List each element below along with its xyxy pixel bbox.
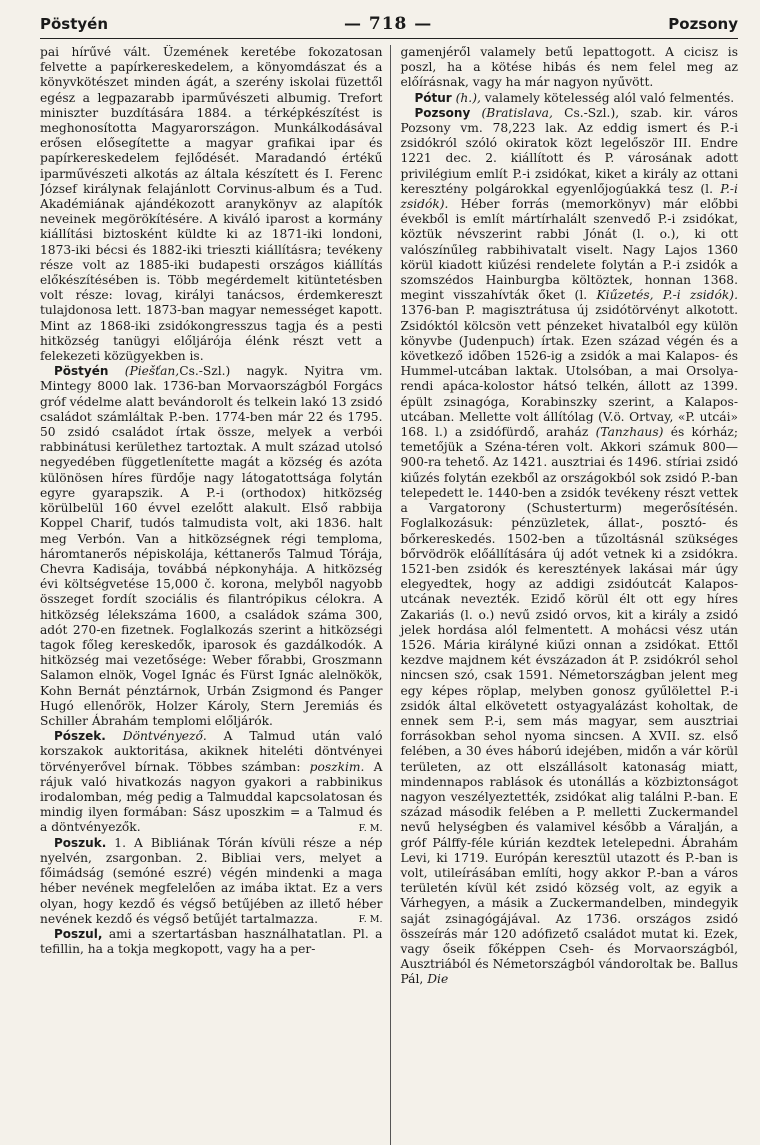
- alt-name: (Piešťan,: [124, 364, 180, 379]
- page-header: [40, 14, 738, 39]
- left-column: [40, 45, 391, 1145]
- continued-paragraph: pai hírűvé vált. Üzemének keretébe fokozatosan felvette a papírkereskedelem, a könyomdászat és a könyvkötészet minden ágát, a szerény iskolai füzettől egész a legpazarabb iparművészeti albumig. Trefort miniszter buzdítására 1884. a térképkészítést is meghonosította Magyarországon. Munkálkodásával erősen elősegítette a magyar grafikai ipar és papírkereskedelem fejlődését. Maradandó értékű iparművészeti alkotás az általa készített és I. Ferenc József királynak felajánlott Corvinus-album és a Tud. Akadémiának ajándékozott aranykönyv az alapítók neveinek megörökítésére. A kiváló iparost a kormány kiállítási biztosként küldte ki az 1871-iki londoni, 1873-iki bécsi és 1882-iki trieszti kiállításra; tevékeny része volt az 1885-iki budapesti országos kiállítás előkészítésében is. Több megérdemelt kitüntetésben volt része: lovag, királyi tanácsos, érdemkereszt tulajdonosa lett. 1873-ban magyar nemességet kapott. Mint az 1868-iki zsidókongresszus tagja és a pesti hitközség tanügyi előljárója élénk részt vett a felekezeti közügyekben is.: [40, 45, 383, 364]
- text-columns: [40, 45, 738, 1145]
- entry-text-2: Héber forrás (memorkönyv) már előbbi évekből is említ mártírhalált szenvedő P.-i zsidókat, köztük névszerint rabbi Jónát (l. o.), ki ott valószínűleg rabbihivatalt viselt. Nagy Lajos 1360 körül kiadott kiűzési rendelete folytán a P.-i zsidók a szomszédos Hainburgba költöztek, honnan 1368. megint visszahívták őket (l.: [400, 197, 738, 303]
- headword: Pószek.: [54, 729, 106, 744]
- alt-name: (Bratislava,: [481, 105, 553, 120]
- entry-potur: [400, 91, 738, 106]
- entry-text: ami a szertartásban használhatatlan. Pl. a tefillin, ha a tokja megkopott, vagy ha a per-: [40, 927, 383, 957]
- parenthetical-term: (Tanzhaus): [595, 425, 664, 440]
- running-head-right: Pozsony: [668, 15, 738, 33]
- entry-text: 1. A Bibliának Tórán kívüli része a nép nyelvén, zsargonban. 2. Bibliai vers, melyet a főimádság (semóné eszré) végén mindenki a maga héber nevének megfelelően az imába iktat. Ez a vers olyan, hogy kezdő és végső betűjében az illető héber nevének kezdő és végső betűjét tartalmazza.: [40, 835, 383, 926]
- entry-poszul: [40, 927, 382, 957]
- entry-text: Cs.-Szl.) nagyk. Nyitra vm. Mintegy 8000 lak. 1736-ban Morvaországból Forgács gróf védelme alatt bevándorolt és telkein lakó 13 zsidó családot számláltak P.-ben. 1774-ben már 22 és 1795. 50 zsidó családot írtak össze, melyek a verbói rabbinátusi kerülethez tartoztak. A mult század utolsó negyedében függetlenítette magát a község és azóta különösen híres fürdője nagy látogatottsága folytán egyre gyarapszik. A P.-i (orthodox) hitközség körülbelül 160 évvel ezelőtt alakult. Első rabbija Koppel Charif, tudós talmudista volt, aki 1836. halt meg Verbón. Van a hitközségnek régi temploma, háromtanerős népiskolája, kéttanerős Talmud Tórája, Chevra Kadisája, továbbá népkonyhája. A hitközség évi költségvetése 15,000 č. korona, melyből nagyobb összeget fordít szociális és filantrópikus célokra. A hitközség lélekszáma 1600, a családok száma 300, adót 270-en fizetnek. Foglalkozás szerint a hitközségi tagok főleg kereskedők, iparosok és gazdálkodók. A hitközség mai vezetősége: Weber főrabbi, Groszmann Salamon elnök, Vogel Ignác és Fürst Ignác alelnökök, Kohn Bernát pénztárnok, Urbán Zsigmond és Panger Hugó ellenőrök, Holzer Károly, Stern Jeremiás és Schiller Ábrahám templomi előljárók.: [40, 364, 383, 728]
- headword: Poszul,: [54, 927, 103, 942]
- running-head-left: Pöstyén: [40, 15, 109, 33]
- entry-postyen: [40, 364, 382, 729]
- right-column: [391, 45, 738, 1145]
- author-signature: F. M.: [358, 822, 383, 834]
- entry-text: Cs.-Szl.), szab. kir. város Pozsony vm. 78,223 lak. Az eddig ismert és P.-i zsidókról szóló okiratok közt legelőször III. Endre 1221 dec. 2. kiállított és P. városának adott privilégium említ P.-i zsidókat, kiket a király az ottani keresztény polgárokkal egyenlőjogúakká tesz (l.: [400, 105, 738, 196]
- cross-reference: Kiűzetés, P.-i zsidók).: [596, 288, 738, 303]
- entry-poszek: [40, 729, 382, 835]
- language-note: (h.),: [455, 90, 481, 105]
- headword: Pozsony: [414, 105, 471, 120]
- entry-text-3: 1376-ban P. magisztrátusa új zsidótörvényt alkotott. Zsidóktól kölcsön vett pénzeket hivatalból egy külön könyvbe (Judenpuch) írtak. Ezen század végén és a következő időben 1526-ig a zsidók a mai Kalapos- és Hummel-utcában laktak. Utolsóban, a mai Orsolya-rendi apáca-kolostor hátsó telkén, állott az 1399. épült zsinagóga, Korabinszky szerint, a Kalapos-utcában. Mellette volt állítólag (V.ö. Ortvay, «P. utcái» 168. l.) a zsidófürdő, araház: [400, 303, 738, 440]
- entry-text: A Talmud után való korszakok auktoritása, akiknek hiteléti döntvényei törvényerővel bírnak. Többes számban:: [40, 729, 383, 774]
- page-number: — 718 —: [343, 14, 433, 34]
- continued-paragraph: gamenjéről valamely betű lepattogott. A cicisz is poszl, ha a kötése hibás és nem felel meg az előírásnak, vagy ha már nagyon nyűvött.: [400, 45, 738, 90]
- title-fragment: Die: [427, 972, 449, 987]
- headword: Poszuk.: [54, 835, 107, 850]
- entry-text: valamely kötelesség alól való felmentés.: [484, 90, 735, 105]
- plural-term: poszkim.: [309, 759, 365, 774]
- author-signature: F. M.: [358, 913, 383, 925]
- gloss: Döntvényező.: [122, 729, 207, 744]
- headword: Pöstyén: [54, 364, 109, 379]
- entry-pozsony: [400, 106, 738, 988]
- cross-reference: P.-i zsidók).: [400, 181, 738, 212]
- entry-text-4: és kórház; temetőjük a Széna-téren volt. Akkori számuk 800—900-ra tehető. Az 1421. ausztriai és 1496. stíriai zsidó kiűzés folytán ezekből az országokból sok zsidó P.-ban telepedett le. 1440-ben a zsidók tevékeny részt vettek a Vargatorony (Schusterturm) megerősítésén. Foglalkozásuk: pénzüzletek, állat-, posztó- és bőrkereskedés. 1502-ben a tűzoltásnál szükséges bőrvödrök előállítására új adót vetnek ki a zsidókra. 1521-ben zsidók és keresztények lakásai már úgy elegyedtek, hogy az addigi zsidóutcát Kalapos-utcának nevezték. Ezidő körül élt ott egy híres Zakariás (l. o.) nevű zsidó orvos, kit a király a zsidó jelek hordása alól felmentett. A mohácsi vész után 1526. Mária királyné kiűzi onnan a zsidókat. Ettől kezdve majdnem két évszázadon át P. zsidókról sehol nincsen szó, csak 1591. Németországban jelent meg egy képes röplap, melyben gonosz gyűlölettel P.-i zsidók által elkövetett ostyagyalázást koholtak, de ennek sem P.-i, sem más magyar, sem ausztriai forrásokban sehol nyoma sincsen. A XVII. sz. első felében, a 30 éves háború idejében, midőn a vár körül területen, az ott elszállásolt katonaság miatt, mindennapos rablások és utonállás a közbiztonságot nagyon veszélyeztették, zsidókat alig találni P.-ban. E század második felében a P. melletti Zuckermandel nevű helységben és valamivel később a Váralján, a gróf Pálffy-féle kúrián kezdtek letelepedni. Ábrahám Levi, ki 1719. Európán keresztül utazott és P.-ban is volt, utileírásában említi, hogy akkor P.-ban a város területén kívül két zsidó község volt, az egyik a Várhegyen, a másik a Zuckermandelben, mindegyik saját zsinagógájával. Az 1736. országos zsidó összeírás már 120 adófizető családot mutat ki. Ezek, vagy őseik főképpen Cseh- és Morvaországból, Ausztriából és Németországból vándoroltak be. Ballus Pál,: [400, 425, 738, 987]
- entry-text-continued: A rájuk való hivatkozás nagyon gyakori a rabbinikus irodalomban, még pedig a Talmuddal kapcsolatosan és mindig ilyen formában: Sász uposzkim = a Talmud és a döntvényezők.: [40, 759, 383, 835]
- headword: Pótur: [414, 90, 452, 105]
